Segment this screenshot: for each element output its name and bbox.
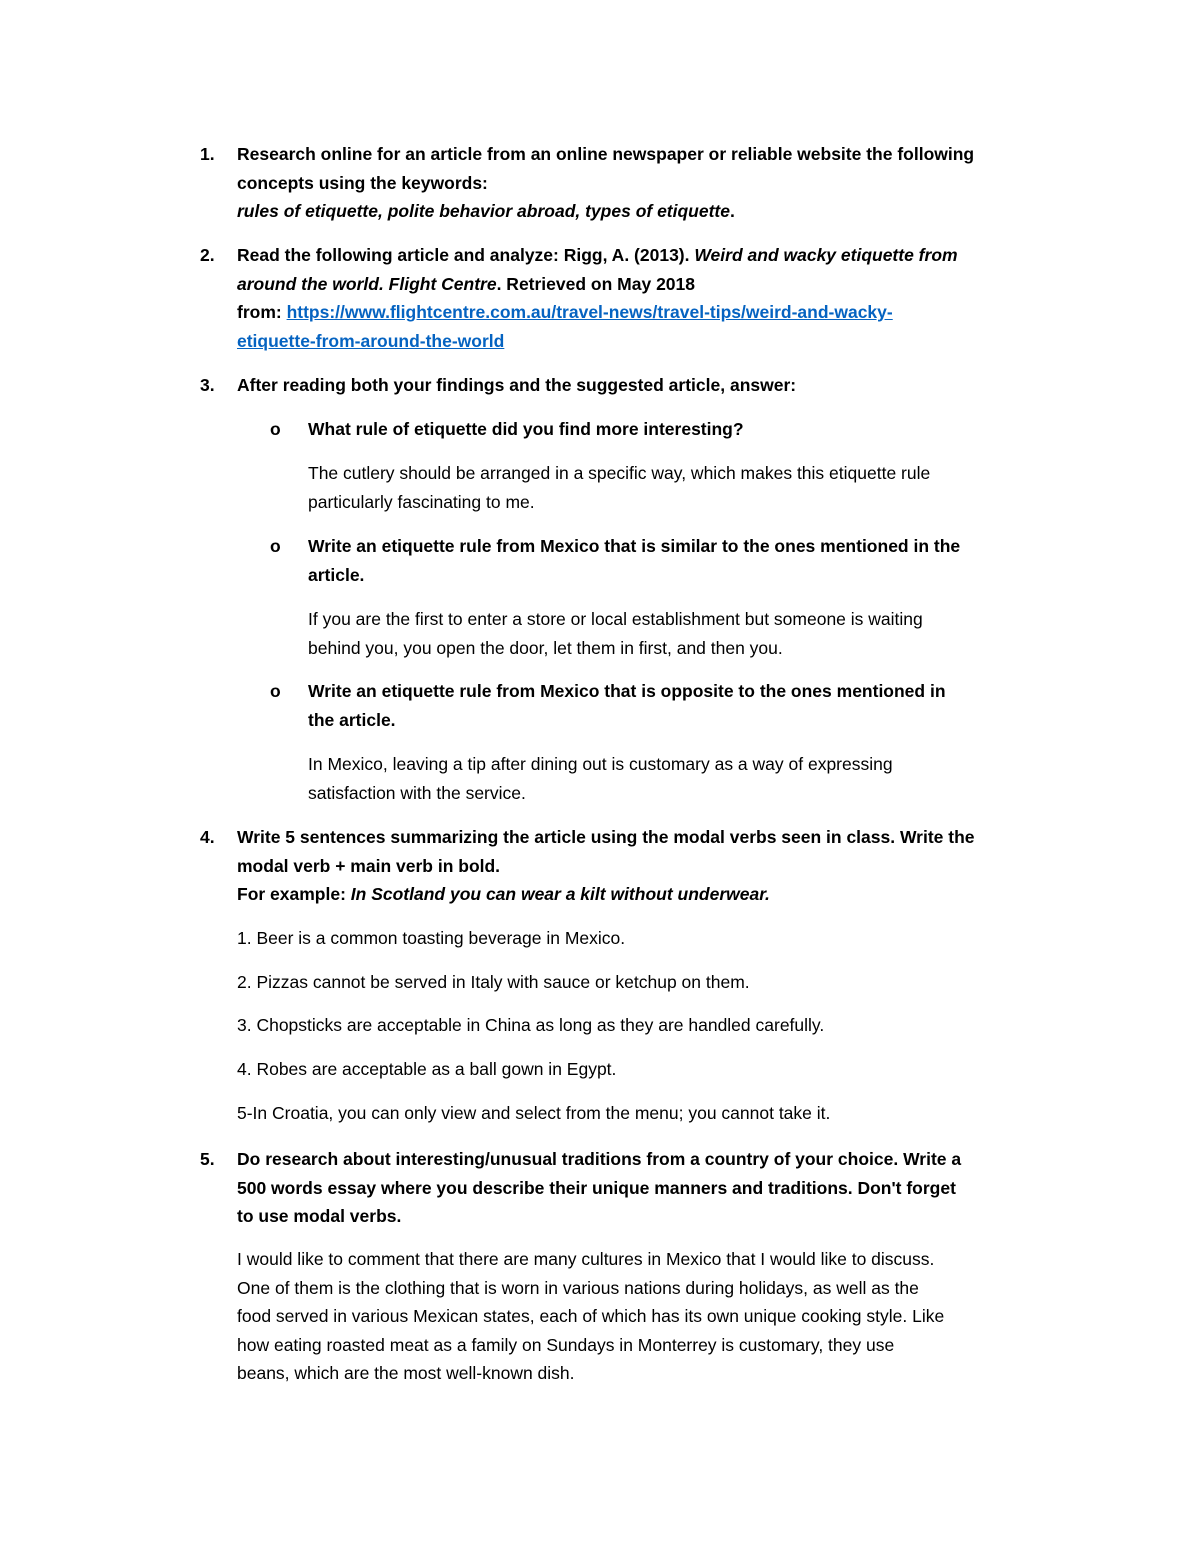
bullet-icon: o [270, 419, 281, 439]
essay-line: beans, which are the most well-known dish. [237, 1363, 575, 1383]
item-1-line-2: concepts using the keywords: [237, 172, 488, 193]
item-1-keywords-line [237, 197, 1037, 226]
item-4-line-2: modal verb + main verb in bold. [237, 855, 501, 876]
item-5-line-3: to use modal verbs. [237, 1206, 402, 1226]
essay-line: how eating roasted meat as a family on Sundays in Monterrey is customary, they use [237, 1334, 895, 1355]
example-label: For example: [237, 884, 351, 904]
question-text: Write an etiquette rule from Mexico that is opposite to the ones mentioned in [308, 681, 946, 701]
item-number: 3. [200, 375, 215, 395]
summary-sentence-4: 4. Robes are acceptable as a ball gown in Egypt. [237, 1059, 617, 1079]
summary-sentence-3: 3. Chopsticks are acceptable in China as long as they are handled carefully. [237, 1015, 825, 1035]
summary-sentence-1: 1. Beer is a common toasting beverage in Mexico. [237, 928, 626, 948]
question-text: What rule of etiquette did you find more interesting? [308, 419, 744, 439]
example-text: In Scotland you can wear a kilt without underwear. [350, 884, 770, 904]
example-line [237, 880, 1037, 909]
item-5-line-2: 500 words essay where you describe their unique manners and traditions. Don't forget [237, 1177, 956, 1198]
question-text: article. [308, 564, 365, 585]
item-2-line-3 [237, 298, 1037, 327]
article-title-part-2: around the world. Flight Centre [237, 273, 497, 294]
item-5-line-1: Do research about interesting/unusual traditions from a country of your choice. Write a [237, 1149, 962, 1169]
answer-line: behind you, you open the door, let them in first, and then you. [308, 637, 783, 658]
keywords: rules of etiquette, polite behavior abroad, types of etiquette [237, 201, 730, 221]
citation-prefix: Read the following article and analyze: Rigg, A. (2013). [237, 245, 695, 265]
essay-line: One of them is the clothing that is worn in various nations during holidays, as well as the [237, 1277, 919, 1298]
answer-line: If you are the first to enter a store or local establishment but someone is waiting [308, 609, 923, 629]
essay-line: I would like to comment that there are many cultures in Mexico that I would like to discuss. [237, 1249, 935, 1269]
answer-line: satisfaction with the service. [308, 782, 526, 803]
answer-line: In Mexico, leaving a tip after dining out is customary as a way of expressing [308, 754, 893, 774]
summary-sentence-2: 2. Pizzas cannot be served in Italy with sauce or ketchup on them. [237, 972, 750, 992]
bullet-icon: o [270, 536, 281, 556]
item-2-line-2 [237, 270, 1037, 299]
item-2-line-4 [237, 327, 1037, 356]
question-text: Write an etiquette rule from Mexico that is similar to the ones mentioned in the [308, 536, 961, 556]
retrieved-text: . Retrieved on May 2018 [496, 273, 695, 294]
item-1-line-1: Research online for an article from an online newspaper or reliable website the following [237, 144, 975, 164]
item-number: 1. [200, 144, 215, 164]
article-link-continued[interactable]: etiquette-from-around-the-world [237, 330, 505, 351]
answer-line: The cutlery should be arranged in a specific way, which makes this etiquette rule [308, 463, 931, 483]
bullet-icon: o [270, 681, 281, 701]
item-number: 4. [200, 827, 215, 847]
item-2-line-1 [237, 241, 1037, 270]
keywords-end: . [730, 201, 735, 221]
item-4-line-1: Write 5 sentences summarizing the article using the modal verbs seen in class. Write the [237, 827, 975, 847]
article-link[interactable]: https://www.flightcentre.com.au/travel-news/travel-tips/weird-and-wacky- [286, 302, 893, 322]
essay-paragraph [237, 1245, 1037, 1388]
answer-line: particularly fascinating to me. [308, 491, 535, 512]
question-text: the article. [308, 709, 396, 730]
from-label: from: [237, 302, 287, 322]
article-title-part-1: Weird and wacky etiquette from [694, 245, 958, 265]
item-number: 2. [200, 245, 215, 265]
item-3-text: After reading both your findings and the suggested article, answer: [237, 375, 797, 395]
essay-line: food served in various Mexican states, each of which has its own unique cooking style. Like [237, 1306, 945, 1326]
summary-sentence-5: 5-In Croatia, you can only view and select from the menu; you cannot take it. [237, 1103, 831, 1123]
item-number: 5. [200, 1149, 215, 1169]
